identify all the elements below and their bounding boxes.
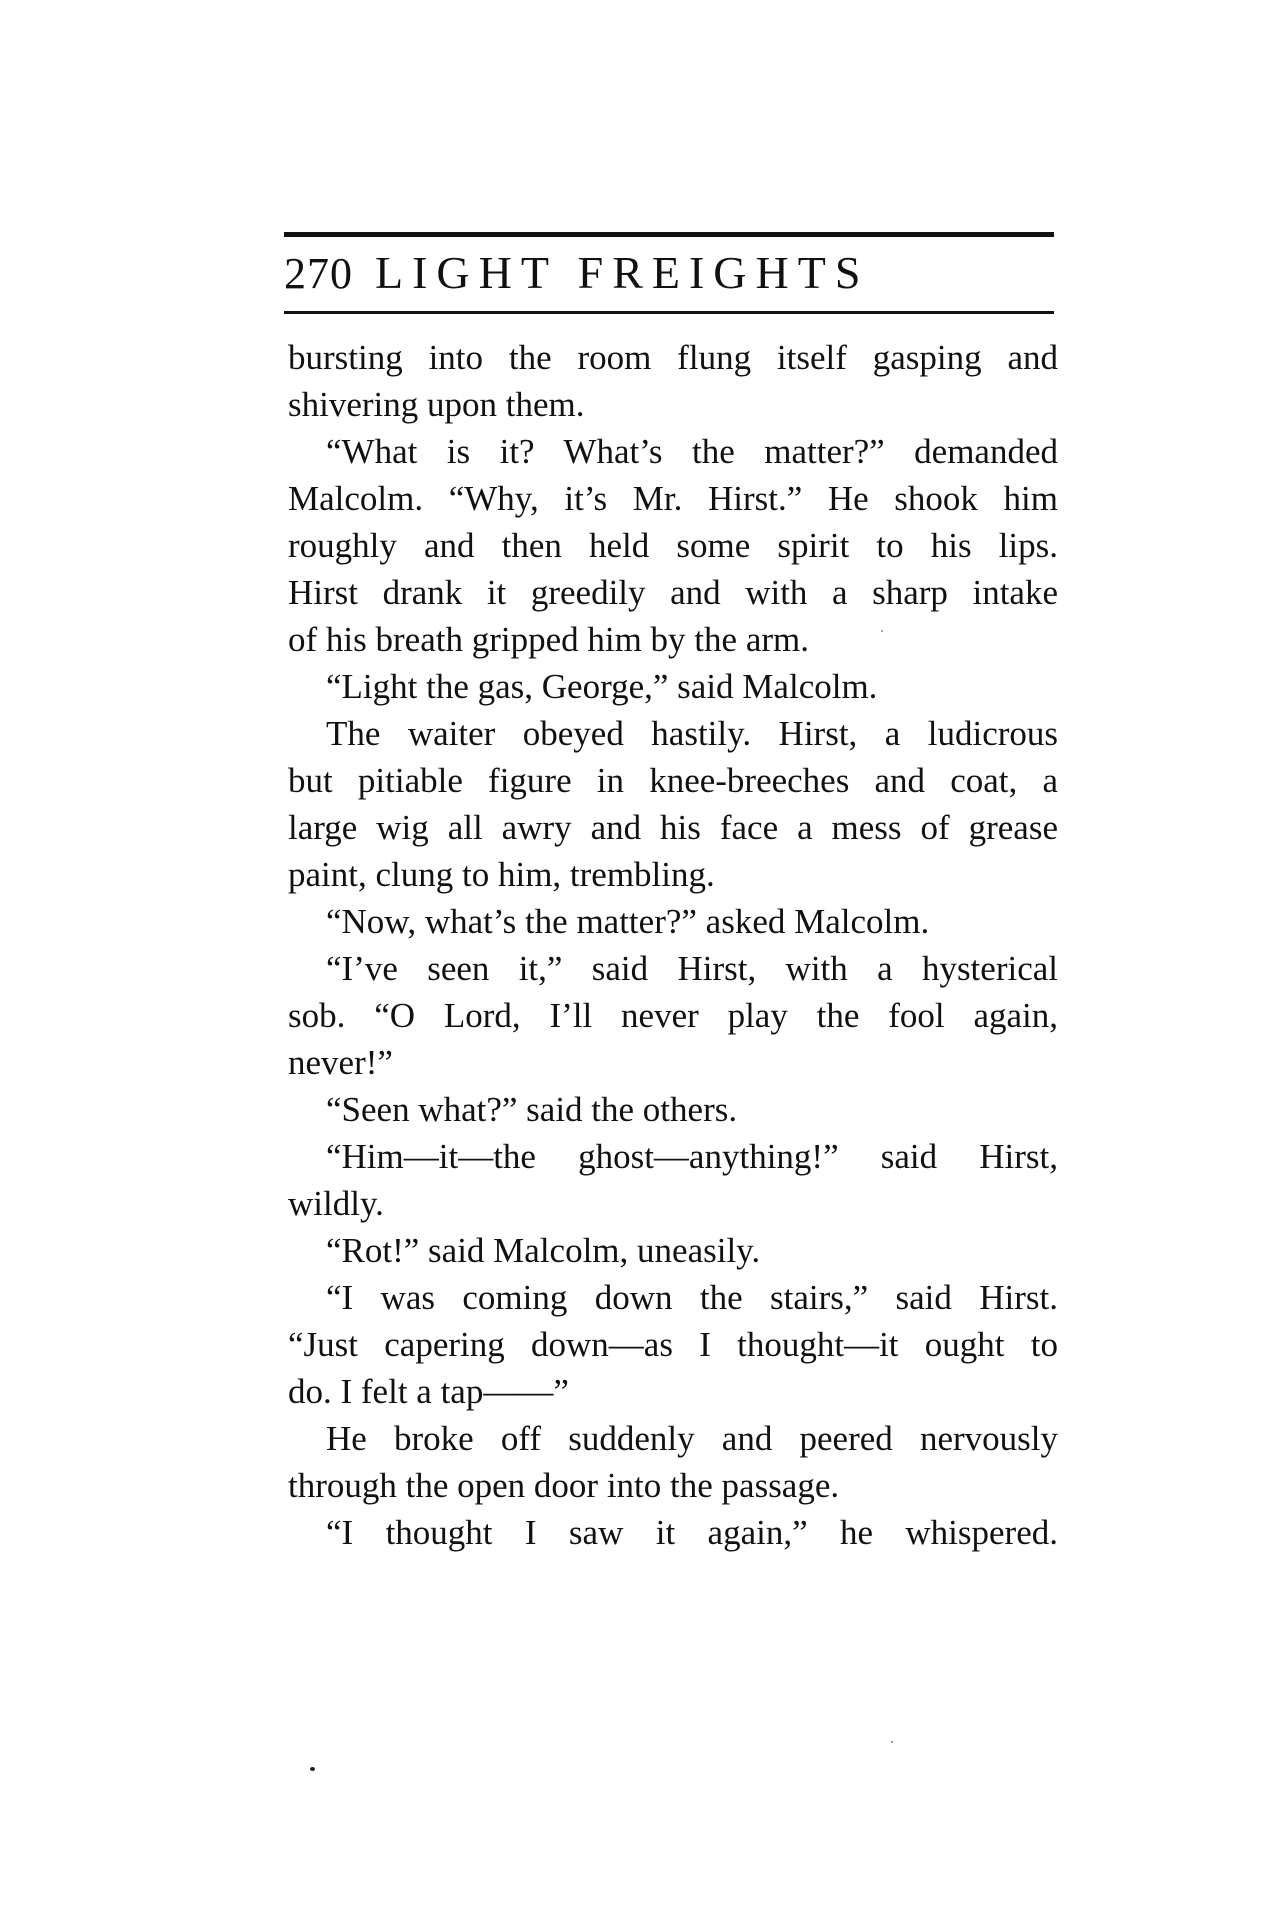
- ink-speck: [310, 1767, 315, 1771]
- text-line: wildly.: [288, 1184, 384, 1223]
- text-line: “Him—it—the ghost—anything!” said Hirst,: [326, 1137, 1058, 1176]
- text-line: roughly and then held some spirit to his lips.: [288, 526, 1058, 565]
- header-rule-bottom: [284, 311, 1054, 314]
- text-line: through the open door into the passage.: [288, 1466, 840, 1505]
- text-line: Malcolm. “Why, it’s Mr. Hirst.” He shook him: [288, 479, 1058, 518]
- text-line: Hirst drank it greedily and with a sharp intake: [288, 573, 1058, 612]
- text-line: “I was coming down the stairs,” said Hirst.: [326, 1278, 1058, 1317]
- running-head: [284, 246, 1054, 308]
- ink-speck: [891, 1741, 893, 1743]
- text-line: “Just capering down—as I thought—it ought to: [288, 1325, 1058, 1364]
- text-line: “I thought I saw it again,” he whispered.: [326, 1513, 1058, 1552]
- text-line: “Rot!” said Malcolm, uneasily.: [326, 1231, 761, 1270]
- text-line: “Now, what’s the matter?” asked Malcolm.: [326, 902, 930, 941]
- body-text: [288, 334, 1058, 1556]
- text-line: shivering upon them.: [288, 385, 585, 424]
- text-line: but pitiable figure in knee-breeches and coat, a: [288, 761, 1058, 800]
- text-line: He broke off suddenly and peered nervously: [326, 1419, 1058, 1458]
- text-line: “What is it? What’s the matter?” demanded: [326, 432, 1058, 471]
- ink-speck: [881, 630, 883, 632]
- text-line: bursting into the room flung itself gasping and: [288, 338, 1058, 377]
- text-line: “Light the gas, George,” said Malcolm.: [326, 667, 878, 706]
- running-title: LIGHT FREIGHTS: [375, 247, 870, 298]
- text-line: do. I felt a tap——”: [288, 1372, 569, 1411]
- text-line: The waiter obeyed hastily. Hirst, a ludicrous: [326, 714, 1058, 753]
- page-number: 270: [284, 249, 353, 298]
- text-line: sob. “O Lord, I’ll never play the fool again,: [288, 996, 1058, 1035]
- text-line: large wig all awry and his face a mess of grease: [288, 808, 1058, 847]
- header-rule-top: [284, 232, 1054, 237]
- text-line: “I’ve seen it,” said Hirst, with a hysterical: [326, 949, 1058, 988]
- text-line: “Seen what?” said the others.: [326, 1090, 738, 1129]
- text-line: paint, clung to him, trembling.: [288, 855, 715, 894]
- text-line: of his breath gripped him by the arm.: [288, 620, 809, 659]
- text-line: never!”: [288, 1043, 393, 1082]
